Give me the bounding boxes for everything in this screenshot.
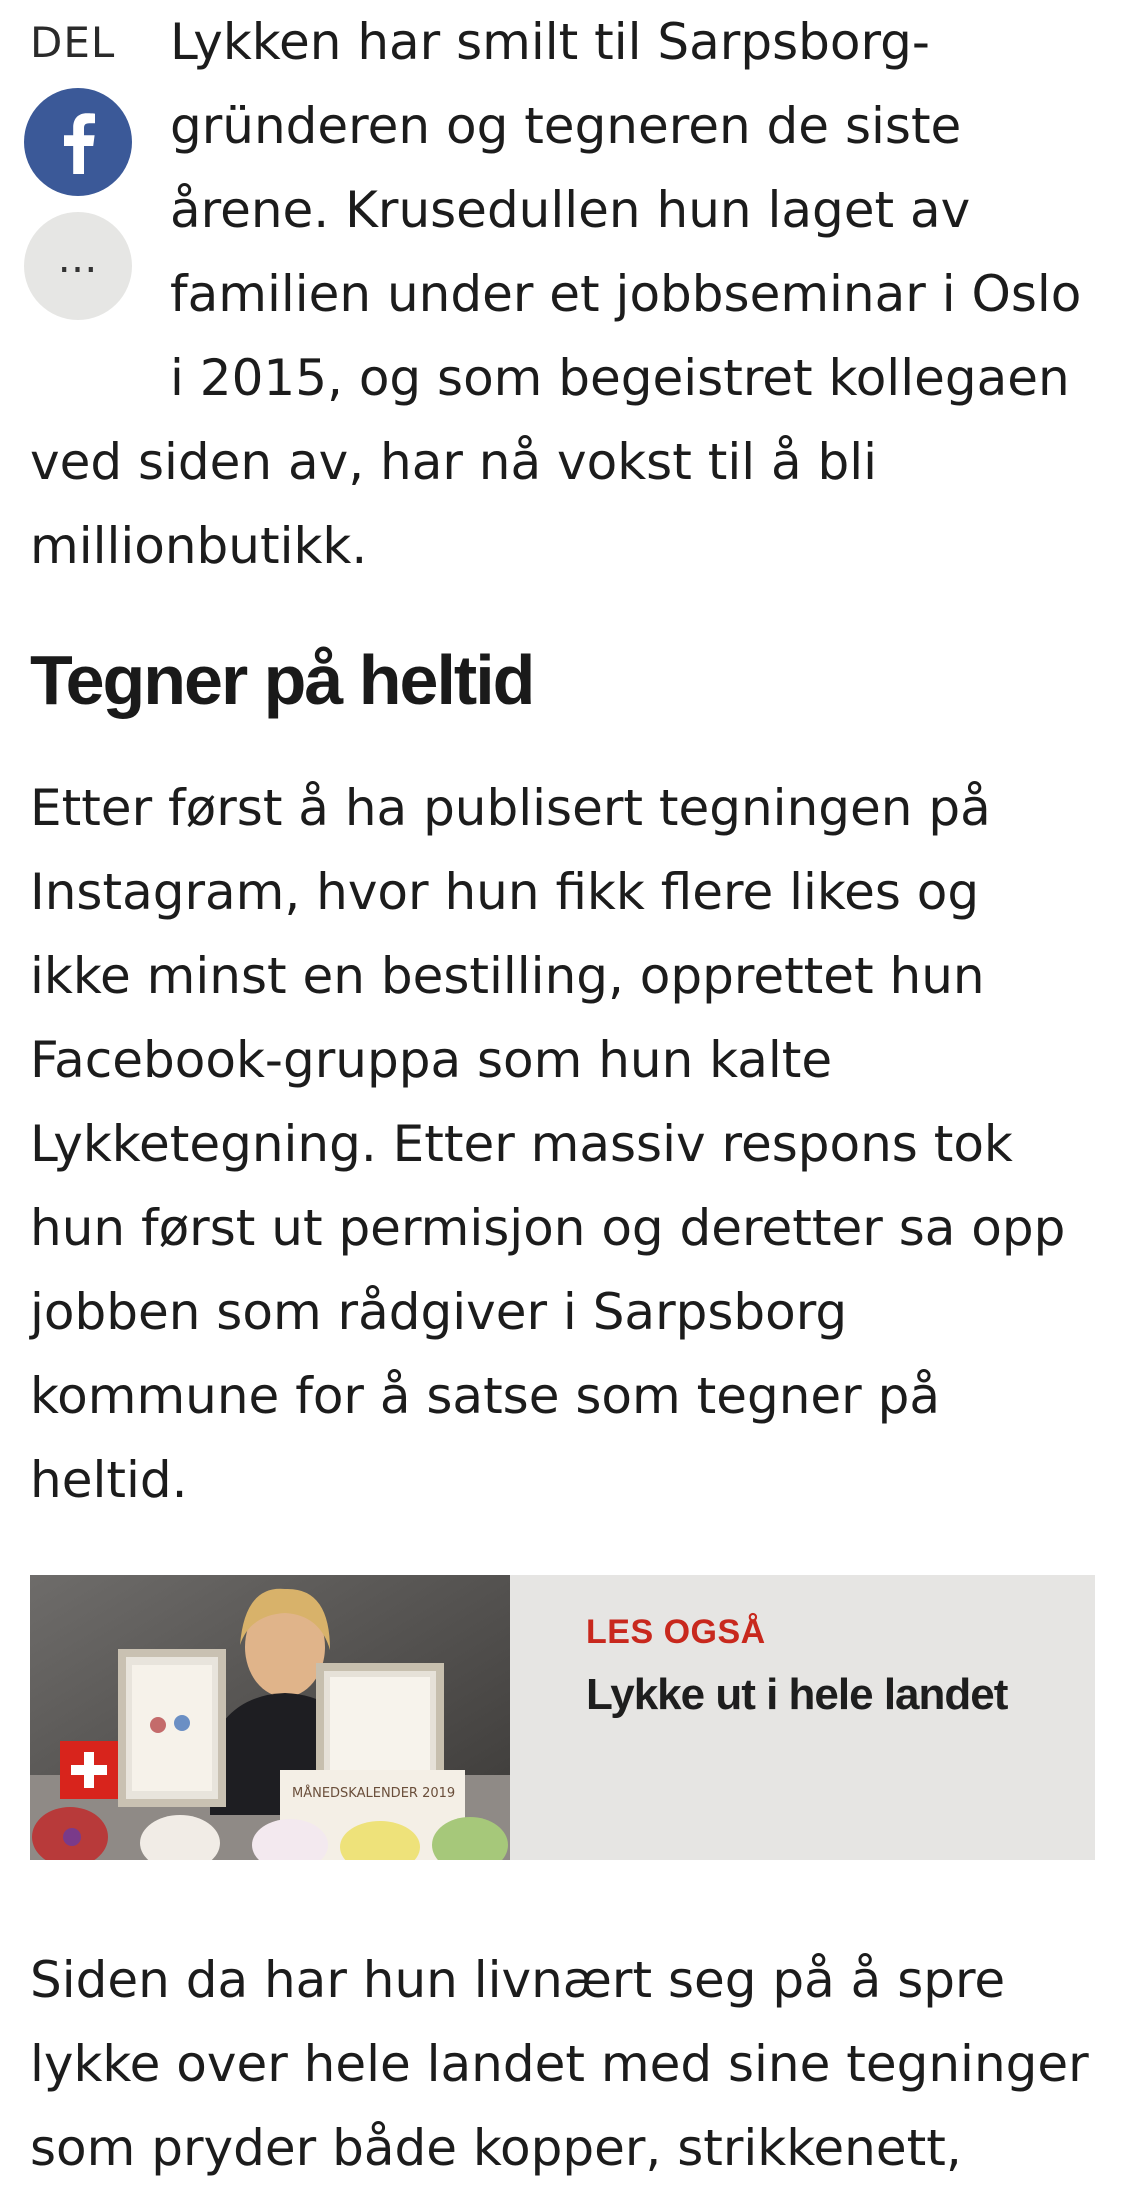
article-paragraph: Etter først å ha publisert tegningen på Instagram, hvor hun fikk flere likes og ikke minst en bestilling, opprettet hun Facebook-gruppa som hun kalte Lykketegning. Etter massiv respons tok hun først ut permisjon og deretter sa opp jobben som rådgiver i Sarpsborg kommune for å satse som tegner på heltid. [30, 779, 1066, 1509]
article-paragraph: Siden da har hun livnært seg på å spre lykke over hele landet med sine tegninger som pryder både kopper, strikkenett, [30, 1951, 1089, 2177]
share-label: DEL [30, 18, 116, 67]
related-article-card[interactable] [30, 1575, 1095, 1860]
article-paragraph-3-container [30, 1938, 1095, 2190]
more-icon: … [57, 236, 99, 282]
article-paragraph-2-container [30, 766, 1095, 1522]
related-article-text [510, 1575, 1007, 1860]
plus-badge-icon [60, 1741, 118, 1799]
share-rail-spacer [30, 0, 170, 420]
calendar-text: MÅNEDSKALENDER 2019 [292, 1786, 456, 1801]
related-article-title[interactable]: Lykke ut i hele landet [586, 1670, 1008, 1719]
section-heading: Tegner på heltid [30, 641, 534, 719]
article-paragraph-1-container [30, 0, 1095, 588]
related-article-kicker: LES OGSÅ [586, 1613, 766, 1651]
related-article-image [30, 1575, 510, 1860]
article-paragraph: Lykken har smilt til Sarpsborg-gründeren og tegneren de siste årene. Krusedullen hun laget av familien under et jobbseminar i Oslo i 2015, og som begeistret kollegaen ved siden av, har nå vokst til å bli millionbutikk. [30, 13, 1082, 575]
article-photo [30, 1575, 510, 1860]
